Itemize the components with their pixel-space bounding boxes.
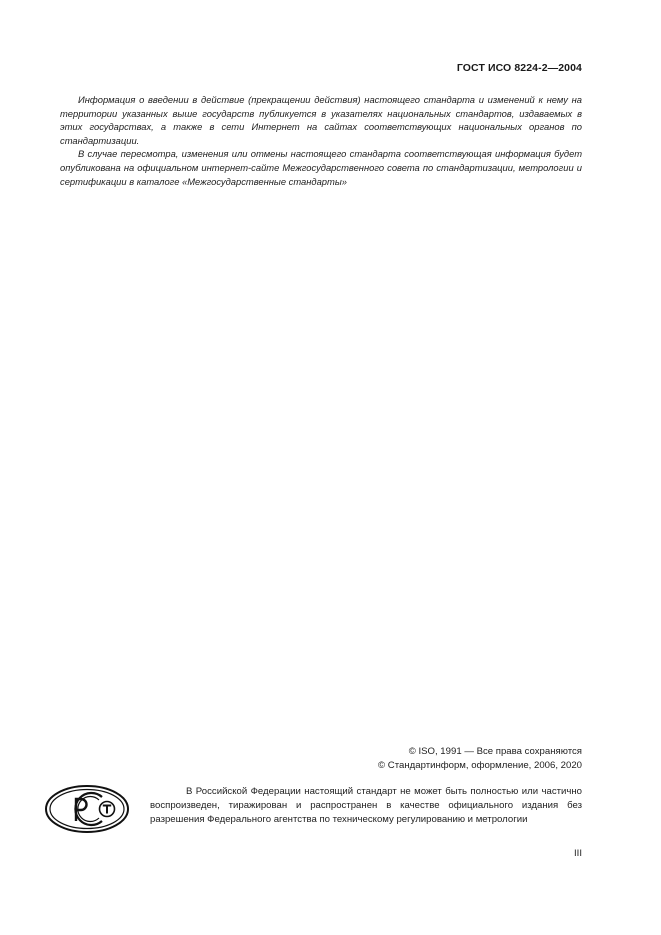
page-number: III <box>574 848 582 859</box>
rights-notice-text: В Российской Федерации настоящий стандарт не может быть полностью или частично воспроизведен, тиражирован и распространен в качестве официального издания без разрешения Федерального агентства по техническому регулированию и метрологии <box>150 786 582 825</box>
gost-r-certification-mark-icon <box>44 784 130 834</box>
info-paragraph-introduction: Информация о введении в действие (прекращении действия) настоящего стандарта и изменений к нему на территории указанных выше государств публикуется в указателях национальных стандартов, издаваемых в этих государствах, а также в сети Интернет на сайтах соответствующих национальных органов по стандартизации. <box>60 94 582 146</box>
copyright-block <box>378 745 582 773</box>
copyright-standartinform: © Стандартинформ, оформление, 2006, 2020 <box>378 760 582 771</box>
publication-info-block <box>60 93 582 188</box>
document-code-header: ГОСТ ИСО 8224-2—2004 <box>456 62 582 74</box>
info-paragraph-revision: В случае пересмотра, изменения или отмены настоящего стандарта соответствующая информация будет опубликована на официальном интернет-сайте Межгосударственного совета по стандартизации, метрологии и сертификации в каталоге «Межгосударственные стандарты» <box>60 148 582 187</box>
reproduction-rights-notice <box>150 785 582 827</box>
copyright-iso: © ISO, 1991 — Все права сохраняются <box>408 746 582 757</box>
